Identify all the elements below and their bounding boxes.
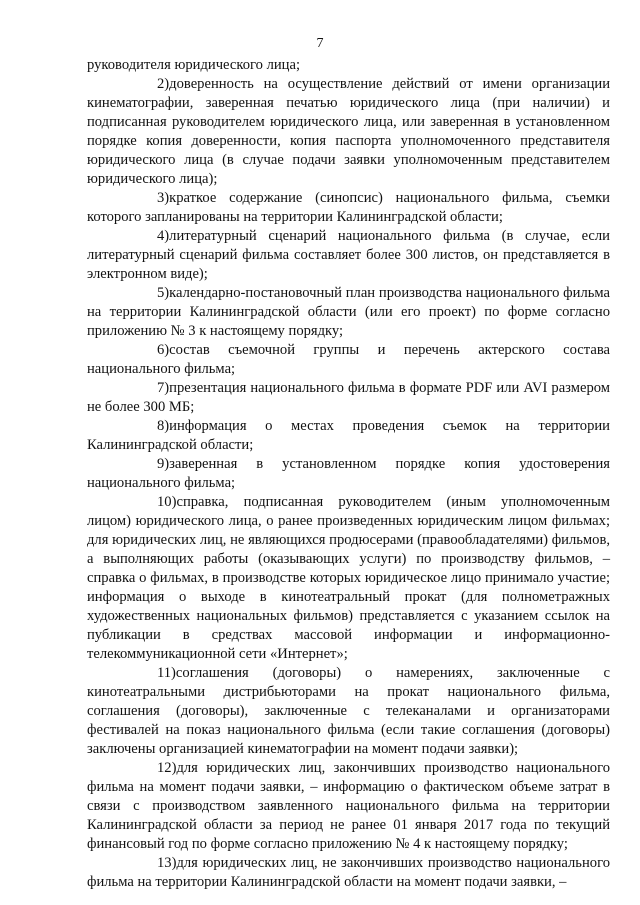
document-body [87,56,610,892]
item-number: 13) [157,855,177,871]
list-item [87,379,610,417]
item-text: информация о местах проведения съемок на территории Калининградской области; [87,418,610,453]
item-text: заверенная в установленном порядке копия удостоверения национального фильма; [87,456,610,491]
item-text: для юридических лиц, закончивших производство национального фильма на момент подачи заявки, – информацию о фактическом объеме затрат в связи с производством заявленного национального фильма на территории Калининградской области за период не ранее 01 января 2017 года по текущий финансовый год по форме согласно приложению № 4 к настоящему порядку; [87,760,610,852]
item-text: справка, подписанная руководителем (иным уполномоченным лицом) юридического лица, о ранее произведенных юридическим лицом фильмах; для юридических лиц, не являющихся продюсерами (правообладателями) фильмов, а выполняющих работы (оказывающих услуги) по производству фильмов, – справка о фильмах, в производстве которых юридическое лицо принимало участие; информация о выходе в кинотеатральный прокат (для полнометражных художественных национальных фильмов) представляется с указанием ссылок на публикации в средствах массовой информации и информационно-телекоммуникационной сети «Интернет»; [87,494,610,662]
item-text: соглашения (договоры) о намерениях, заключенные с кинотеатральными дистрибьюторами на прокат национального фильма, соглашения (договоры), заключенные с телеканалами и организаторами фестивалей на показ национального фильма (если такие соглашения (договоры) заключены организацией кинематографии на момент подачи заявки); [87,665,610,757]
item-number: 3) [157,190,170,206]
item-number: 6) [157,342,170,358]
item-text: литературный сценарий национального фильма (в случае, если литературный сценарий фильма составляет более 300 листов, он представляется в электронном виде); [87,228,610,282]
item-text: календарно-постановочный план производства национального фильма на территории Калининградской области (или его проект) по форме согласно приложению № 3 к настоящему порядку; [87,285,610,339]
list-item [87,664,610,759]
item-text: краткое содержание (синопсис) национального фильма, съемки которого запланированы на территории Калининградской области; [87,190,610,225]
list-item [87,189,610,227]
list-item [87,75,610,189]
item-number: 5) [157,285,170,301]
item-number: 4) [157,228,170,244]
item-number: 11) [157,665,176,681]
list-item [87,284,610,341]
list-item [87,759,610,854]
item-number: 7) [157,380,170,396]
list-item [87,227,610,284]
item-number: 8) [157,418,170,434]
item-number: 2) [157,76,170,92]
list-item [87,854,610,892]
item-text: состав съемочной группы и перечень актерского состава национального фильма; [87,342,610,377]
item-number: 9) [157,456,170,472]
item-number: 12) [157,760,177,776]
item-text: для юридических лиц, не закончивших производство национального фильма на территории Калининградской области на момент подачи заявки, – [87,855,610,890]
list-item [87,455,610,493]
list-item [87,417,610,455]
list-item [87,493,610,664]
page-number: 7 [316,36,324,51]
list-item [87,341,610,379]
continuation-text: руководителя юридического лица; [87,57,300,73]
item-number: 10) [157,494,177,510]
item-text: презентация национального фильма в формате PDF или AVI размером не более 300 МБ; [87,380,610,415]
item-text: доверенность на осуществление действий от имени организации кинематографии, заверенная печатью юридического лица (при наличии) и подписанная руководителем юридического лица, или заверенная в установленном порядке копия доверенности, копия паспорта уполномоченного представителя юридического лица (в случае подачи заявки уполномоченным представителем юридического лица); [87,76,610,187]
